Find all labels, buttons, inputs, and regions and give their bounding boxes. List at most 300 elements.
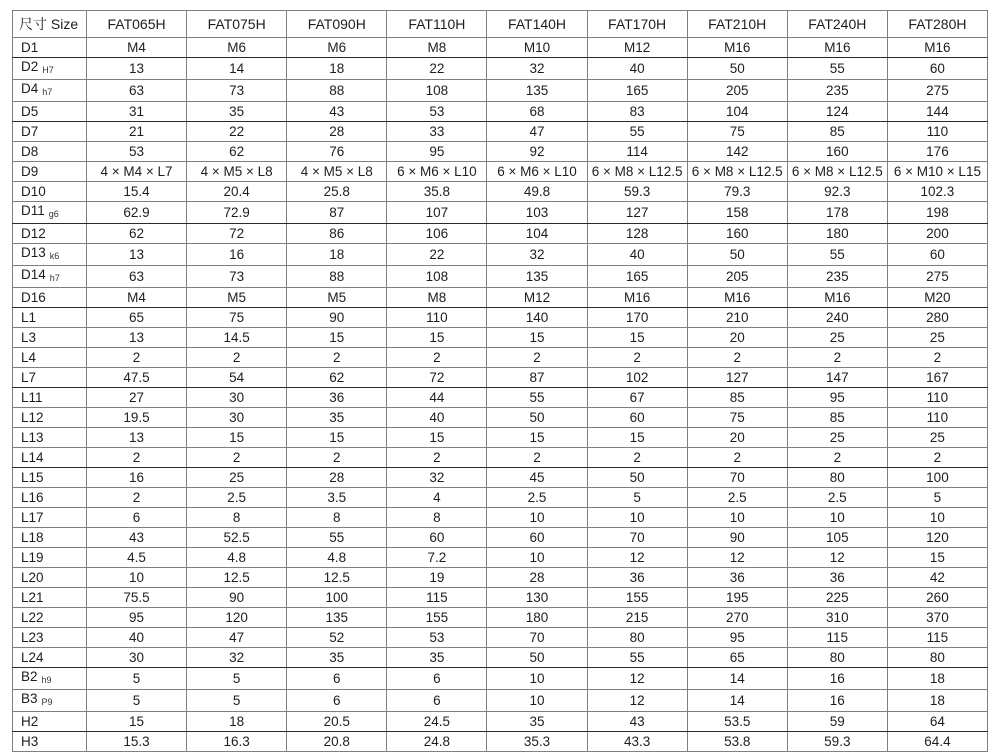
value-cell: 280 [887, 308, 987, 328]
dimension-label: D12 [21, 225, 46, 241]
value-cell: 4 [387, 488, 487, 508]
value-cell: 60 [887, 244, 987, 266]
dimension-label: D7 [21, 123, 39, 139]
value-cell: 15 [187, 428, 287, 448]
value-cell: 35 [387, 648, 487, 668]
value-cell: 2 [487, 348, 587, 368]
dimension-label-cell [13, 80, 87, 102]
value-cell: 16 [87, 468, 187, 488]
value-cell: 72.9 [187, 202, 287, 224]
value-cell: 25 [787, 428, 887, 448]
value-cell: 6 [87, 508, 187, 528]
value-cell: 67 [587, 388, 687, 408]
value-cell: 28 [287, 468, 387, 488]
value-cell: 55 [587, 648, 687, 668]
value-cell: 15 [587, 428, 687, 448]
value-cell: 10 [887, 508, 987, 528]
table-row [13, 58, 988, 80]
value-cell: 87 [487, 368, 587, 388]
value-cell: 28 [487, 568, 587, 588]
value-cell: 28 [287, 122, 387, 142]
dimension-label-cell [13, 712, 87, 732]
value-cell: 10 [487, 548, 587, 568]
value-cell: 53 [387, 628, 487, 648]
value-cell: 62 [187, 142, 287, 162]
value-cell: 13 [87, 244, 187, 266]
dimension-label-cell [13, 388, 87, 408]
value-cell: 6 × M6 × L10 [387, 162, 487, 182]
value-cell: 210 [687, 308, 787, 328]
value-cell: 60 [587, 408, 687, 428]
table-header-row [13, 11, 988, 38]
value-cell: 14 [687, 668, 787, 690]
value-cell: 120 [187, 608, 287, 628]
dimension-label-cell [13, 588, 87, 608]
dimension-label: L15 [21, 469, 44, 485]
dimension-label: H3 [21, 733, 39, 749]
value-cell: 18 [287, 58, 387, 80]
value-cell: 6 [387, 690, 487, 712]
value-cell: 30 [87, 648, 187, 668]
table-row [13, 142, 988, 162]
table-row [13, 308, 988, 328]
dimension-label: D13 [21, 245, 46, 260]
value-cell: 50 [687, 244, 787, 266]
value-cell: 110 [887, 388, 987, 408]
value-cell: 5 [87, 690, 187, 712]
table-row [13, 528, 988, 548]
value-cell: 75 [187, 308, 287, 328]
dimension-label-cell [13, 308, 87, 328]
value-cell: 36 [587, 568, 687, 588]
dimension-label-cell [13, 428, 87, 448]
dimension-label: L13 [21, 429, 44, 445]
value-cell: 25 [887, 428, 987, 448]
value-cell: 55 [787, 244, 887, 266]
value-cell: 115 [787, 628, 887, 648]
value-cell: 52.5 [187, 528, 287, 548]
dimension-label: L18 [21, 529, 44, 545]
value-cell: 45 [487, 468, 587, 488]
value-cell: 32 [187, 648, 287, 668]
dimension-label: D5 [21, 103, 39, 119]
dimension-label-cell [13, 368, 87, 388]
value-cell: 135 [487, 80, 587, 102]
value-cell: 21 [87, 122, 187, 142]
value-cell: 128 [587, 224, 687, 244]
value-cell: 165 [587, 80, 687, 102]
value-cell: 176 [887, 142, 987, 162]
value-cell: 108 [387, 80, 487, 102]
value-cell: 12.5 [187, 568, 287, 588]
value-cell: 2 [887, 348, 987, 368]
value-cell: 107 [387, 202, 487, 224]
value-cell: M6 [287, 38, 387, 58]
value-cell: 92 [487, 142, 587, 162]
value-cell: M8 [387, 38, 487, 58]
value-cell: 80 [587, 628, 687, 648]
value-cell: 90 [187, 588, 287, 608]
value-cell: 70 [487, 628, 587, 648]
value-cell: 35.8 [387, 182, 487, 202]
value-cell: 53 [387, 102, 487, 122]
value-cell: 2.5 [687, 488, 787, 508]
table-row [13, 288, 988, 308]
value-cell: 18 [287, 244, 387, 266]
dimension-label: L20 [21, 569, 44, 585]
value-cell: M4 [87, 38, 187, 58]
value-cell: 4 × M5 × L8 [287, 162, 387, 182]
tolerance-class: h9 [41, 675, 52, 685]
dimension-label: B3 [21, 691, 38, 706]
dimension-label: D4 [21, 81, 39, 96]
value-cell: 260 [887, 588, 987, 608]
value-cell: M12 [587, 38, 687, 58]
table-row [13, 488, 988, 508]
value-cell: M16 [587, 288, 687, 308]
value-cell: M4 [87, 288, 187, 308]
table-row [13, 224, 988, 244]
value-cell: 90 [287, 308, 387, 328]
value-cell: 115 [387, 588, 487, 608]
value-cell: 103 [487, 202, 587, 224]
value-cell: 5 [187, 690, 287, 712]
value-cell: 36 [687, 568, 787, 588]
value-cell: M12 [487, 288, 587, 308]
value-cell: 2 [487, 448, 587, 468]
value-cell: 79.3 [687, 182, 787, 202]
dimension-label: L21 [21, 589, 44, 605]
value-cell: 22 [187, 122, 287, 142]
value-cell: 240 [787, 308, 887, 328]
value-cell: 75.5 [87, 588, 187, 608]
value-cell: 8 [187, 508, 287, 528]
table-row [13, 348, 988, 368]
table-row [13, 102, 988, 122]
dimension-label-cell [13, 182, 87, 202]
value-cell: 72 [387, 368, 487, 388]
value-cell: 2.5 [787, 488, 887, 508]
value-cell: 18 [887, 690, 987, 712]
dimension-label-cell [13, 488, 87, 508]
dimension-label: H2 [21, 713, 39, 729]
value-cell: 80 [787, 648, 887, 668]
value-cell: 36 [287, 388, 387, 408]
value-cell: 80 [887, 648, 987, 668]
value-cell: 6 × M8 × L12.5 [687, 162, 787, 182]
value-cell: 4 × M5 × L8 [187, 162, 287, 182]
value-cell: 10 [87, 568, 187, 588]
model-column-header: FAT110H [387, 11, 487, 38]
value-cell: 25 [887, 328, 987, 348]
value-cell: 50 [487, 408, 587, 428]
value-cell: 2 [287, 448, 387, 468]
value-cell: 55 [487, 388, 587, 408]
value-cell: 14.5 [187, 328, 287, 348]
value-cell: 15 [287, 328, 387, 348]
value-cell: 63 [87, 80, 187, 102]
value-cell: M10 [487, 38, 587, 58]
value-cell: 62 [287, 368, 387, 388]
dimension-label-cell [13, 408, 87, 428]
value-cell: 110 [887, 122, 987, 142]
value-cell: 85 [687, 388, 787, 408]
value-cell: 12 [787, 548, 887, 568]
value-cell: 235 [787, 266, 887, 288]
value-cell: 2 [587, 448, 687, 468]
value-cell: 180 [787, 224, 887, 244]
value-cell: 53.8 [687, 732, 787, 752]
table-row [13, 608, 988, 628]
value-cell: 270 [687, 608, 787, 628]
value-cell: 15 [487, 328, 587, 348]
dimension-label: L3 [21, 329, 37, 345]
value-cell: 195 [687, 588, 787, 608]
value-cell: 160 [687, 224, 787, 244]
dimension-label: D10 [21, 183, 46, 199]
value-cell: 124 [787, 102, 887, 122]
model-column-header: FAT140H [487, 11, 587, 38]
dimension-label-cell [13, 224, 87, 244]
value-cell: 15 [587, 328, 687, 348]
value-cell: 18 [187, 712, 287, 732]
dimension-label-cell [13, 628, 87, 648]
value-cell: M16 [787, 38, 887, 58]
value-cell: 20.8 [287, 732, 387, 752]
value-cell: 32 [487, 58, 587, 80]
dimension-label-cell [13, 122, 87, 142]
dimension-label: L24 [21, 649, 44, 665]
value-cell: 8 [287, 508, 387, 528]
table-row [13, 428, 988, 448]
table-row [13, 328, 988, 348]
dimension-label: L17 [21, 509, 44, 525]
table-row [13, 202, 988, 224]
value-cell: M5 [187, 288, 287, 308]
dimension-label: D14 [21, 267, 46, 282]
value-cell: 95 [787, 388, 887, 408]
value-cell: 215 [587, 608, 687, 628]
value-cell: 370 [887, 608, 987, 628]
value-cell: 40 [587, 244, 687, 266]
value-cell: 2 [587, 348, 687, 368]
table-row [13, 244, 988, 266]
value-cell: 62.9 [87, 202, 187, 224]
value-cell: 24.8 [387, 732, 487, 752]
value-cell: 95 [87, 608, 187, 628]
value-cell: 10 [487, 668, 587, 690]
value-cell: M16 [887, 38, 987, 58]
value-cell: 12 [587, 668, 687, 690]
value-cell: M16 [787, 288, 887, 308]
value-cell: 83 [587, 102, 687, 122]
value-cell: 32 [387, 468, 487, 488]
value-cell: 52 [287, 628, 387, 648]
value-cell: 102.3 [887, 182, 987, 202]
value-cell: 14 [687, 690, 787, 712]
table-row [13, 468, 988, 488]
value-cell: 7.2 [387, 548, 487, 568]
value-cell: 24.5 [387, 712, 487, 732]
value-cell: 40 [587, 58, 687, 80]
dimension-label: L14 [21, 449, 44, 465]
model-column-header: FAT065H [87, 11, 187, 38]
value-cell: 6 [287, 668, 387, 690]
model-column-header: FAT075H [187, 11, 287, 38]
value-cell: 36 [787, 568, 887, 588]
table-row [13, 690, 988, 712]
tolerance-class: h7 [49, 273, 60, 283]
table-row [13, 38, 988, 58]
value-cell: 2 [687, 448, 787, 468]
value-cell: 59.3 [587, 182, 687, 202]
value-cell: 178 [787, 202, 887, 224]
model-column-header: FAT170H [587, 11, 687, 38]
value-cell: 63 [87, 266, 187, 288]
value-cell: 35.3 [487, 732, 587, 752]
value-cell: M16 [687, 288, 787, 308]
value-cell: 14 [187, 58, 287, 80]
value-cell: 47.5 [87, 368, 187, 388]
value-cell: 27 [87, 388, 187, 408]
value-cell: 13 [87, 428, 187, 448]
value-cell: 60 [387, 528, 487, 548]
dimension-label-cell [13, 508, 87, 528]
dimension-label-cell [13, 468, 87, 488]
value-cell: 15.4 [87, 182, 187, 202]
value-cell: 62 [87, 224, 187, 244]
value-cell: 2 [187, 348, 287, 368]
value-cell: 30 [187, 388, 287, 408]
value-cell: 50 [587, 468, 687, 488]
dimension-label-cell [13, 668, 87, 690]
dimension-label-cell [13, 244, 87, 266]
value-cell: 127 [587, 202, 687, 224]
value-cell: 160 [787, 142, 887, 162]
table-row [13, 122, 988, 142]
value-cell: 25 [787, 328, 887, 348]
dimension-label: L4 [21, 349, 37, 365]
dimension-label-cell [13, 448, 87, 468]
value-cell: 16.3 [187, 732, 287, 752]
value-cell: 2 [387, 448, 487, 468]
value-cell: 60 [487, 528, 587, 548]
model-column-header: FAT280H [887, 11, 987, 38]
value-cell: 12 [587, 548, 687, 568]
value-cell: 44 [387, 388, 487, 408]
value-cell: 4.8 [287, 548, 387, 568]
value-cell: 60 [887, 58, 987, 80]
dimension-label: L22 [21, 609, 44, 625]
value-cell: 18 [887, 668, 987, 690]
value-cell: 16 [787, 690, 887, 712]
value-cell: 50 [487, 648, 587, 668]
table-row [13, 588, 988, 608]
value-cell: 15 [487, 428, 587, 448]
value-cell: 110 [387, 308, 487, 328]
value-cell: 225 [787, 588, 887, 608]
value-cell: 70 [587, 528, 687, 548]
value-cell: 73 [187, 80, 287, 102]
value-cell: 75 [687, 122, 787, 142]
value-cell: 87 [287, 202, 387, 224]
value-cell: 235 [787, 80, 887, 102]
value-cell: 65 [687, 648, 787, 668]
value-cell: 15 [887, 548, 987, 568]
value-cell: 59.3 [787, 732, 887, 752]
value-cell: 16 [787, 668, 887, 690]
value-cell: 40 [387, 408, 487, 428]
value-cell: 49.8 [487, 182, 587, 202]
value-cell: 108 [387, 266, 487, 288]
dimension-label: D1 [21, 39, 39, 55]
value-cell: 205 [687, 80, 787, 102]
value-cell: 80 [787, 468, 887, 488]
table-row [13, 80, 988, 102]
value-cell: 4 × M4 × L7 [87, 162, 187, 182]
value-cell: 75 [687, 408, 787, 428]
value-cell: 15 [287, 428, 387, 448]
value-cell: 135 [487, 266, 587, 288]
value-cell: 65 [87, 308, 187, 328]
dimension-label-cell [13, 648, 87, 668]
value-cell: 10 [487, 690, 587, 712]
dimension-label: L12 [21, 409, 44, 425]
value-cell: 70 [687, 468, 787, 488]
value-cell: 120 [887, 528, 987, 548]
value-cell: 140 [487, 308, 587, 328]
value-cell: 22 [387, 244, 487, 266]
value-cell: 102 [587, 368, 687, 388]
value-cell: 142 [687, 142, 787, 162]
dimension-label-cell [13, 202, 87, 224]
value-cell: 43.3 [587, 732, 687, 752]
value-cell: 35 [287, 408, 387, 428]
value-cell: 54 [187, 368, 287, 388]
value-cell: M16 [687, 38, 787, 58]
value-cell: 5 [187, 668, 287, 690]
table-row [13, 712, 988, 732]
value-cell: 85 [787, 408, 887, 428]
value-cell: 55 [287, 528, 387, 548]
value-cell: 53 [87, 142, 187, 162]
value-cell: 50 [687, 58, 787, 80]
value-cell: 6 [387, 668, 487, 690]
value-cell: 95 [387, 142, 487, 162]
value-cell: 20 [687, 428, 787, 448]
value-cell: 100 [287, 588, 387, 608]
value-cell: 310 [787, 608, 887, 628]
value-cell: 53.5 [687, 712, 787, 732]
value-cell: 2.5 [487, 488, 587, 508]
value-cell: 2 [887, 448, 987, 468]
value-cell: 30 [187, 408, 287, 428]
table-row [13, 648, 988, 668]
dimension-label-cell [13, 548, 87, 568]
dimension-label-cell [13, 328, 87, 348]
value-cell: M5 [287, 288, 387, 308]
dimension-label-cell [13, 690, 87, 712]
value-cell: 104 [687, 102, 787, 122]
value-cell: 115 [887, 628, 987, 648]
value-cell: 6 [287, 690, 387, 712]
value-cell: 275 [887, 266, 987, 288]
value-cell: 32 [487, 244, 587, 266]
value-cell: 47 [187, 628, 287, 648]
value-cell: 25 [187, 468, 287, 488]
value-cell: 47 [487, 122, 587, 142]
value-cell: 167 [887, 368, 987, 388]
